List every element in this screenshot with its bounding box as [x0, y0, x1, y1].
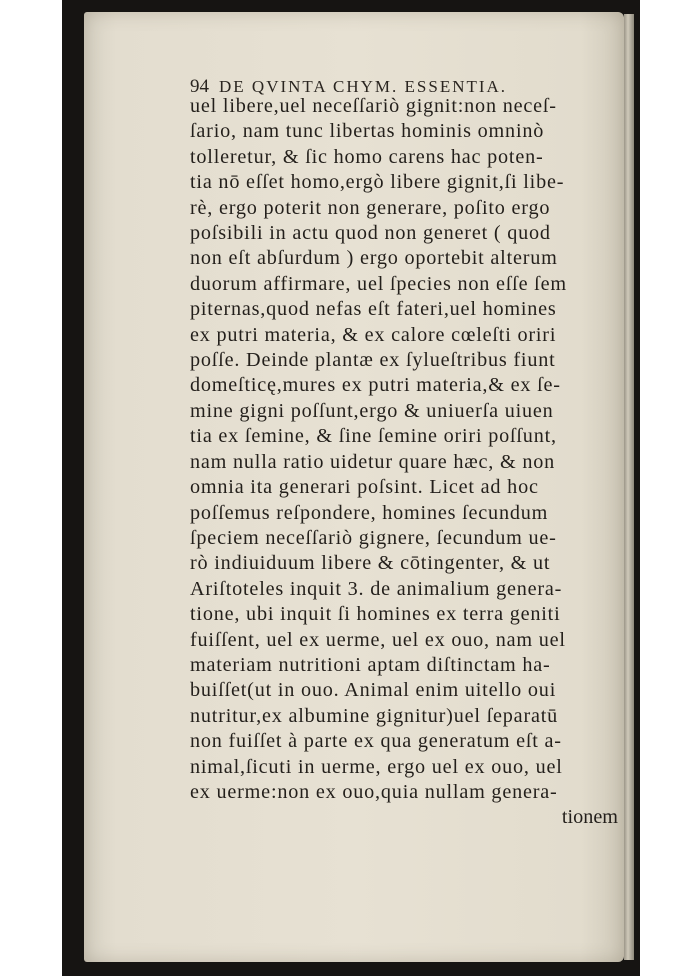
text-line: fuiſſent, uel ex uerme, uel ex ouo, nam uel	[190, 628, 566, 651]
text-line: duorum affirmare, uel ſpecies non eſſe ſem	[190, 272, 567, 295]
text-line: Ariſtoteles inquit 3. de animalium genera-	[190, 577, 563, 600]
text-line: rò indiuiduum libere & cōtingenter, & ut	[190, 552, 551, 575]
text-line: mine gigni poſſunt,ergo & uniuerſa uiuen	[190, 399, 554, 422]
page-edge	[624, 14, 634, 960]
text-line: nutritur,ex albumine gignitur)uel ſeparatū	[190, 704, 559, 727]
text-line: tolleretur, & ſic homo carens hac poten-	[190, 145, 544, 168]
text-line: tia nō eſſet homo,ergò libere gignit,ſi libe-	[190, 171, 565, 194]
text-line: materiam nutritioni aptam diſtinctam ha-	[190, 653, 551, 676]
text-line: rè, ergo poterit non generare, poſito ergo	[190, 196, 551, 219]
page-number: 94	[190, 76, 209, 97]
running-head-title: DE QVINTA CHYM. ESSENTIA.	[219, 77, 508, 96]
text-line: ſario, nam tunc libertas hominis omninò	[190, 120, 545, 143]
text-line: non eſt abſurdum ) ergo oportebit alterum	[190, 247, 558, 270]
text-line: tia ex ſemine, & ſine ſemine oriri poſſunt,	[190, 425, 557, 448]
text-line: uel libere,uel neceſſariò gignit:non neceſ-	[190, 95, 557, 117]
text-line: piternas,quod nefas eſt fateri,uel homines	[190, 298, 557, 321]
text-line: poſſe. Deinde plantæ ex ſylueſtribus fiunt	[190, 349, 556, 372]
body-text	[190, 94, 618, 831]
catchword: tionem	[561, 806, 618, 829]
text-line: domeſticę,mures ex putri materia,& ex ſe-	[190, 374, 561, 397]
text-line: poſsibili in actu quod non generet ( quod	[190, 222, 551, 245]
text-line: tione, ubi inquit ſi homines ex terra geniti	[190, 603, 561, 626]
text-line: buiſſet(ut in ouo. Animal enim uitello oui	[190, 679, 557, 702]
text-line: ex uerme:non ex ouo,quia nullam genera-	[190, 780, 558, 803]
text-line: ſpeciem neceſſariò gignere, ſecundum ue-	[190, 526, 557, 549]
text-line: nimal,ſicuti in uerme, ergo uel ex ouo, uel	[190, 755, 563, 778]
text-line: ex putri materia, & ex calore cœleſti oriri	[190, 323, 557, 346]
text-line: omnia ita generari poſsint. Licet ad hoc	[190, 476, 539, 499]
text-line: poſſemus reſpondere, homines ſecundum	[190, 501, 549, 524]
text-line: nam nulla ratio uidetur quare hæc, & non	[190, 450, 556, 473]
text-line: non fuiſſet à parte ex qua generatum eſt a-	[190, 730, 562, 753]
